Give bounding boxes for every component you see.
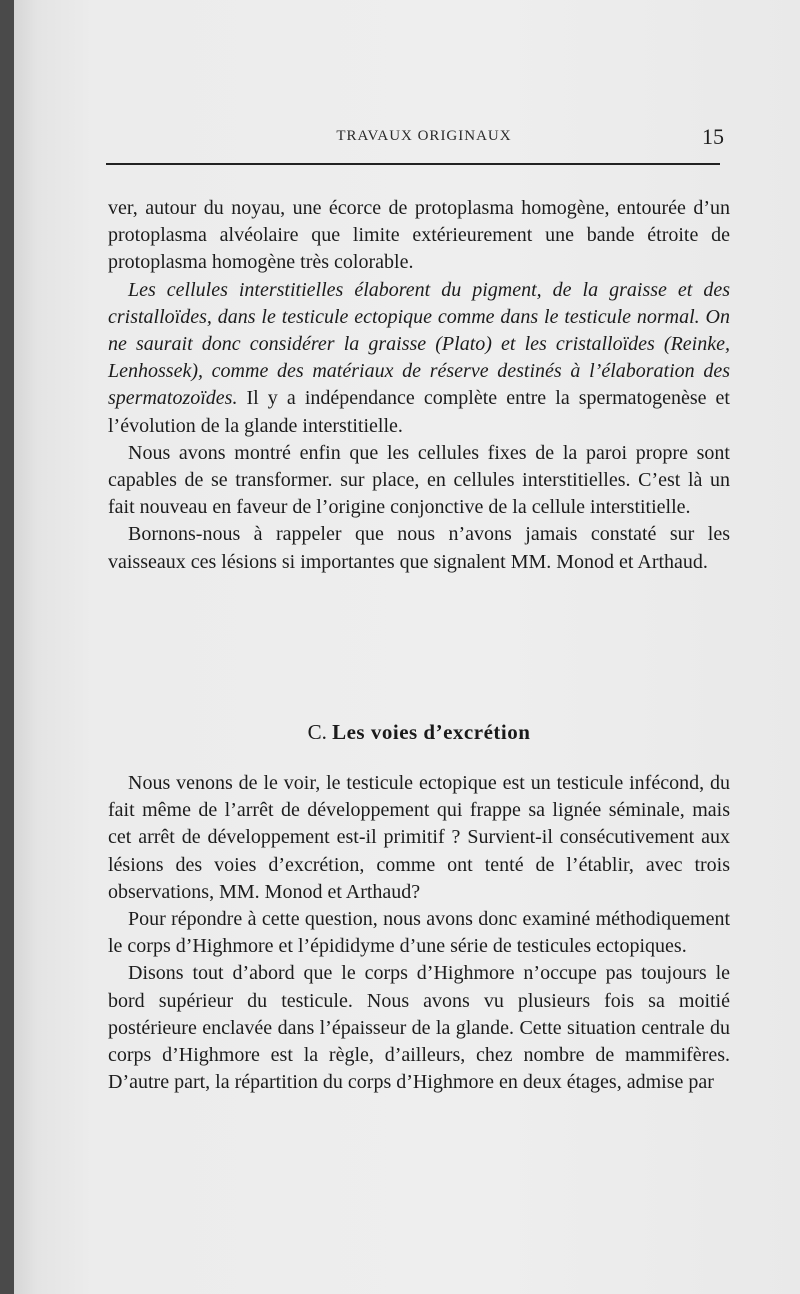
running-title: TRAVAUX ORIGINAUX <box>336 128 512 144</box>
page-header <box>14 126 800 156</box>
paragraph-continuation: ver, autour du noyau, une écorce de protoplasma homogène, entourée d’un protoplasma alvéolaire que limite extérieurement une bande étroite de protoplasma homogène très colorable. <box>108 197 730 274</box>
book-page <box>14 0 800 1294</box>
header-rule <box>106 163 720 165</box>
paragraph-vessels: Bornons-nous à rappeler que nous n’avons jamais constaté sur les vaisseaux ces lésions si importantes que signalent MM. Monod et Arthaud. <box>108 523 730 573</box>
paragraph-method: Pour répondre à cette question, nous avons donc examiné méthodiquement le corps d’Highmore et l’épididyme d’une série de testicules ectopiques. <box>108 908 730 958</box>
text-block-upper <box>108 195 730 576</box>
italic-statement: Les cellules interstitielles élaborent du pigment, de la graisse et des cristalloïdes, dans le testicule ectopique comme dans le testicule normal. On ne saurait donc considérer la graisse (Plato) et les cristalloïdes (Reinke, Lenhossek), comme des matériaux de réserve destinés à l’élaboration des spermatozoïdes. <box>108 278 730 410</box>
page-number: 15 <box>702 124 724 149</box>
paragraph-conclusion <box>108 277 730 440</box>
text-block-lower <box>108 770 730 1096</box>
paragraph-question: Nous venons de le voir, le testicule ectopique est un testicule infécond, du fait même de l’arrêt de développement qui frappe sa lignée séminale, mais cet arrêt de développement est-il primitif ? Survient-il consécutivement aux lésions des voies d’excrétion, comme ont tenté de l’établir, avec trois observations, MM. Monod et Arthaud? <box>108 772 730 903</box>
paragraph-highmore: Disons tout d’abord que le corps d’Highmore n’occupe pas toujours le bord supérieur du testicule. Nous avons vu plusieurs fois sa moitié postérieure enclavée dans l’épaisseur de la glande. Cette situation centrale du corps d’Highmore est la règle, d’ailleurs, chez nombre de mammifères. D’autre part, la répartition du corps d’Highmore en deux étages, admise par <box>108 962 730 1094</box>
paragraph-fixed-cells: Nous avons montré enfin que les cellules fixes de la paroi propre sont capables de se transformer. sur place, en cellules interstitielles. C’est là un fait nouveau en faveur de l’origine conjonctive de la cellule interstitielle. <box>108 441 730 519</box>
section-letter: C. <box>307 720 327 744</box>
section-heading <box>108 720 730 745</box>
roman-statement: Il y a indépendance complète entre la spermatogenèse et l’évolution de la glande interstitielle. <box>108 387 730 437</box>
section-title: Les voies d’excrétion <box>332 720 531 744</box>
